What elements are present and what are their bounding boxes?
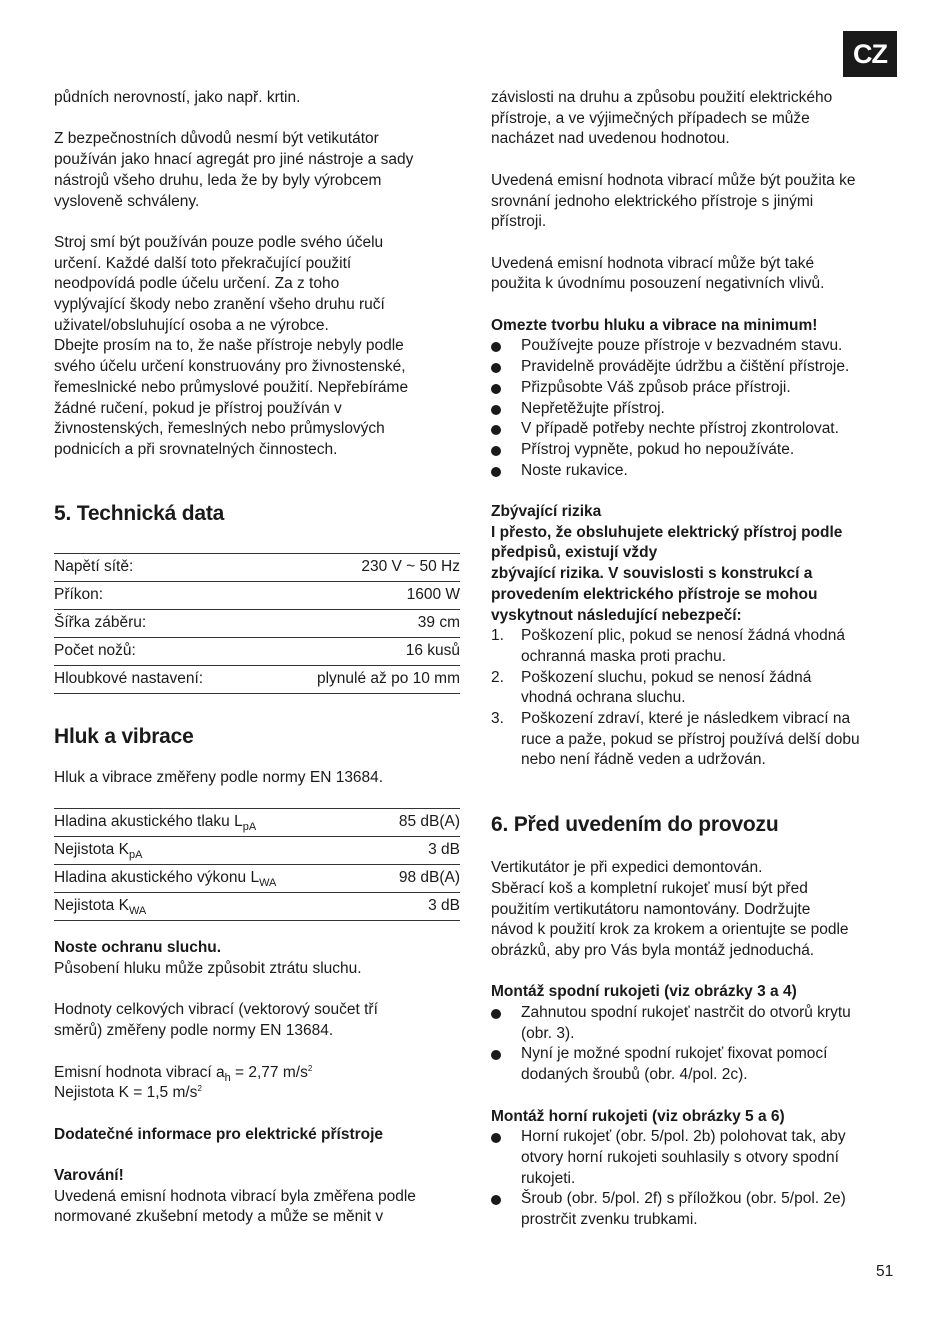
residual-risks-intro: I přesto, že obsluhujete elektrický přístroj podle předpisů, existují vždy zbývající rizika. V souvislosti s konstrukcí a provedením elektrického přístroje se mohou vyskytnout následující nebezpečí: — [491, 523, 843, 624]
list-item-text: Šroub (obr. 5/pol. 2f) s příložkou (obr. 5/pol. 2e) prostrčit zvenku trubkami. — [521, 1190, 846, 1229]
paragraph: Uvedená emisní hodnota vibrací může být také použita k úvodnímu posouzení negativních vlivů. — [491, 254, 825, 293]
bullet-icon — [491, 363, 501, 373]
spec-row — [54, 581, 460, 609]
bullet-icon — [491, 342, 501, 352]
noise-row — [54, 809, 460, 837]
spec-value: 1600 W — [261, 581, 460, 609]
risk-list — [491, 626, 901, 771]
list-item — [491, 1044, 901, 1085]
paragraph: Stroj smí být používán pouze podle svého účelu určení. Každé další toto překračující použití neodpovídá podle účelu určení. Za z toho vyplývající škody nebo zranění všeho druhu ručí uživatel/obsluhující osoba a ne výrobce. — [54, 233, 385, 334]
upper-handle-heading: Montáž horní rukojeti (viz obrázky 5 a 6) — [491, 1107, 785, 1125]
list-item-text: Poškození plic, pokud se nenosí žádná vhodná ochranná maska proti prachu. — [521, 627, 846, 665]
bullet-icon — [491, 384, 501, 394]
bullet-icon — [491, 467, 501, 477]
list-item-text: Pravidelně provádějte údržbu a čištění přístroje. — [521, 358, 850, 376]
noise-value: 3 dB — [372, 837, 460, 865]
emission-value: = 2,77 m/s — [230, 1063, 308, 1081]
list-item-number: 2. — [491, 668, 504, 686]
paragraph: půdních nerovností, jako např. krtin. — [54, 89, 301, 106]
paragraph: Z bezpečnostních důvodů nesmí být vetikutátor používán jako hnací agregát pro jiné nástroje a sady nástrojů všeho druhu, leda že by byly výrobcem vysloveně schváleny. — [54, 130, 414, 210]
bullet-icon — [491, 446, 501, 456]
residual-risks-heading: Zbývající rizika — [491, 503, 602, 520]
list-item — [491, 399, 901, 420]
list-item-text: V případě potřeby nechte přístroj zkontrolovat. — [521, 420, 839, 438]
noise-value: 98 dB(A) — [372, 865, 460, 893]
bullet-icon — [491, 425, 501, 435]
minimize-list — [491, 336, 901, 481]
list-item-text: Používejte pouze přístroje v bezvadném stavu. — [521, 337, 843, 355]
language-badge: CZ — [843, 31, 897, 77]
list-item-text: Noste rukavice. — [521, 461, 628, 479]
paragraph: Vertikutátor je při expedici demontován. Sběrací koš a kompletní rukojeť musí být před použitím vertikutátoru namontovány. Dodržujte návod k použití krok za krokem a orientujte se podle obrázků, aby pro Vás byla montáž jednoduchá. — [491, 859, 849, 959]
bullet-icon — [491, 1195, 501, 1205]
noise-row — [54, 837, 460, 865]
list-item-text: Poškození zdraví, které je následkem vibrací na ruce a paže, pokud se přístroj používá delší dobu nebo není řádně veden a udržován. — [521, 710, 860, 769]
paragraph: Dbejte prosím na to, že naše přístroje nebyly podle svého účelu určení konstruovány pro živnostenské, řemeslnické nebo průmyslové použití. Nepřebíráme žádné ručení, pokud je přístroj používán v živnostenských, řemeslných nebo průmyslových podnicích a při srovnatelných činnostech. — [54, 337, 409, 458]
noise-row — [54, 865, 460, 893]
list-item — [491, 668, 901, 709]
noise-intro: Hluk a vibrace změřeny podle normy EN 13684. — [54, 768, 384, 786]
paragraph: Uvedená emisní hodnota vibrací může být použita ke srovnání jednoho elektrického přístroje s jinými přístroji. — [491, 171, 856, 231]
upper-handle-list — [491, 1127, 901, 1231]
spec-value: 39 cm — [261, 609, 460, 637]
list-item-text: Přístroj vypněte, pokud ho nepoužíváte. — [521, 440, 795, 458]
spec-value: plynulé až po 10 mm — [261, 665, 460, 693]
noise-label-subscript: WA — [128, 905, 147, 918]
noise-label: Hladina akustického výkonu L — [54, 869, 260, 887]
emission-unit-exponent: 2 — [307, 1063, 313, 1073]
noise-table — [54, 808, 460, 921]
noise-label-subscript: pA — [128, 849, 143, 862]
section-title-noise-vibration: Hluk a vibrace — [54, 724, 194, 748]
list-item-text: Nepřetěžujte přístroj. — [521, 399, 665, 417]
bullet-icon — [491, 1009, 501, 1019]
noise-value: 3 dB — [372, 893, 460, 921]
additional-info-heading: Dodatečné informace pro elektrické přístroje — [54, 1125, 384, 1143]
lower-handle-list — [491, 1003, 901, 1086]
spec-label: Napětí sítě: — [54, 553, 261, 581]
technical-data-table — [54, 553, 460, 694]
bullet-icon — [491, 405, 501, 415]
list-item — [491, 626, 901, 667]
right-column — [491, 88, 901, 1231]
spec-row — [54, 665, 460, 693]
noise-row — [54, 893, 460, 921]
list-item — [491, 419, 901, 440]
noise-label-cell — [54, 865, 372, 893]
bullet-icon — [491, 1133, 501, 1143]
spec-value: 16 kusů — [261, 637, 460, 665]
list-item — [491, 709, 901, 771]
list-item — [491, 378, 901, 399]
section-title-before-operation: 6. Před uvedením do provozu — [491, 813, 779, 837]
noise-label-cell — [54, 893, 372, 921]
spec-label: Šířka záběru: — [54, 609, 261, 637]
list-item-text: Poškození sluchu, pokud se nenosí žádná vhodná ochrana sluchu. — [521, 668, 812, 707]
spec-row — [54, 553, 460, 581]
spec-row — [54, 609, 460, 637]
list-item — [491, 461, 901, 482]
list-item — [491, 440, 901, 461]
emission-subscript: h — [224, 1071, 231, 1084]
list-item-number: 3. — [491, 710, 504, 728]
list-item — [491, 1003, 901, 1044]
noise-label-subscript: pA — [242, 821, 257, 834]
lower-handle-heading: Montáž spodní rukojeti (viz obrázky 3 a 4) — [491, 983, 797, 1001]
list-item — [491, 1127, 901, 1189]
spec-value: 230 V ~ 50 Hz — [261, 553, 460, 581]
page-number: 51 — [876, 1263, 894, 1280]
minimize-heading: Omezte tvorbu hluku a vibrace na minimum! — [491, 316, 818, 334]
vibration-uncertainty — [54, 1083, 460, 1104]
noise-label-subscript: WA — [259, 877, 277, 890]
noise-label-cell — [54, 809, 372, 837]
noise-label: Nejistota K — [54, 841, 129, 859]
warning-text: Uvedená emisní hodnota vibrací byla změřena podle normované zkušební metody a může se měnit v — [54, 1187, 416, 1226]
list-item — [491, 336, 901, 357]
vibration-total-text: Hodnoty celkových vibrací (vektorový součet tří směrů) změřeny podle normy EN 13684. — [54, 1001, 378, 1040]
list-item-text: Horní rukojeť (obr. 5/pol. 2b) polohovat tak, aby otvory horní rukojeti souhlasily s otvory spodní rukojeti. — [521, 1128, 846, 1187]
list-item-text: Zahnutou spodní rukojeť nastrčit do otvorů krytu (obr. 3). — [521, 1004, 851, 1042]
list-item — [491, 1189, 901, 1230]
vibration-emission-value — [54, 1063, 460, 1084]
bullet-icon — [491, 1050, 501, 1060]
warning-heading: Varování! — [54, 1167, 124, 1184]
paragraph: závislosti na druhu a způsobu použití elektrického přístroje, a ve výjimečných případech se může nacházet nad uvedenou hodnotou. — [491, 89, 833, 148]
noise-label: Hladina akustického tlaku L — [54, 813, 243, 831]
list-item — [491, 357, 901, 378]
spec-label: Počet nožů: — [54, 637, 261, 665]
uncertainty-unit-exponent: 2 — [197, 1084, 202, 1094]
section-title-technical-data: 5. Technická data — [54, 501, 225, 525]
list-item-text: Nyní je možné spodní rukojeť fixovat pomocí dodaných šroubů (obr. 4/pol. 2c). — [521, 1045, 828, 1084]
spec-label: Příkon: — [54, 581, 261, 609]
spec-label: Hloubkové nastavení: — [54, 665, 261, 693]
left-column — [54, 88, 460, 1228]
emission-label: Emisní hodnota vibrací a — [54, 1063, 225, 1081]
uncertainty-text: Nejistota K = 1,5 m/s — [54, 1084, 198, 1102]
noise-value: 85 dB(A) — [372, 809, 460, 837]
list-item-number: 1. — [491, 627, 504, 645]
list-item-text: Přizpůsobte Váš způsob práce přístroji. — [521, 378, 791, 396]
hearing-protection-heading: Noste ochranu sluchu. — [54, 939, 222, 957]
hearing-protection-text: Působení hluku může způsobit ztrátu sluchu. — [54, 960, 362, 978]
noise-label: Nejistota K — [54, 897, 129, 915]
spec-row — [54, 637, 460, 665]
noise-label-cell — [54, 837, 372, 865]
